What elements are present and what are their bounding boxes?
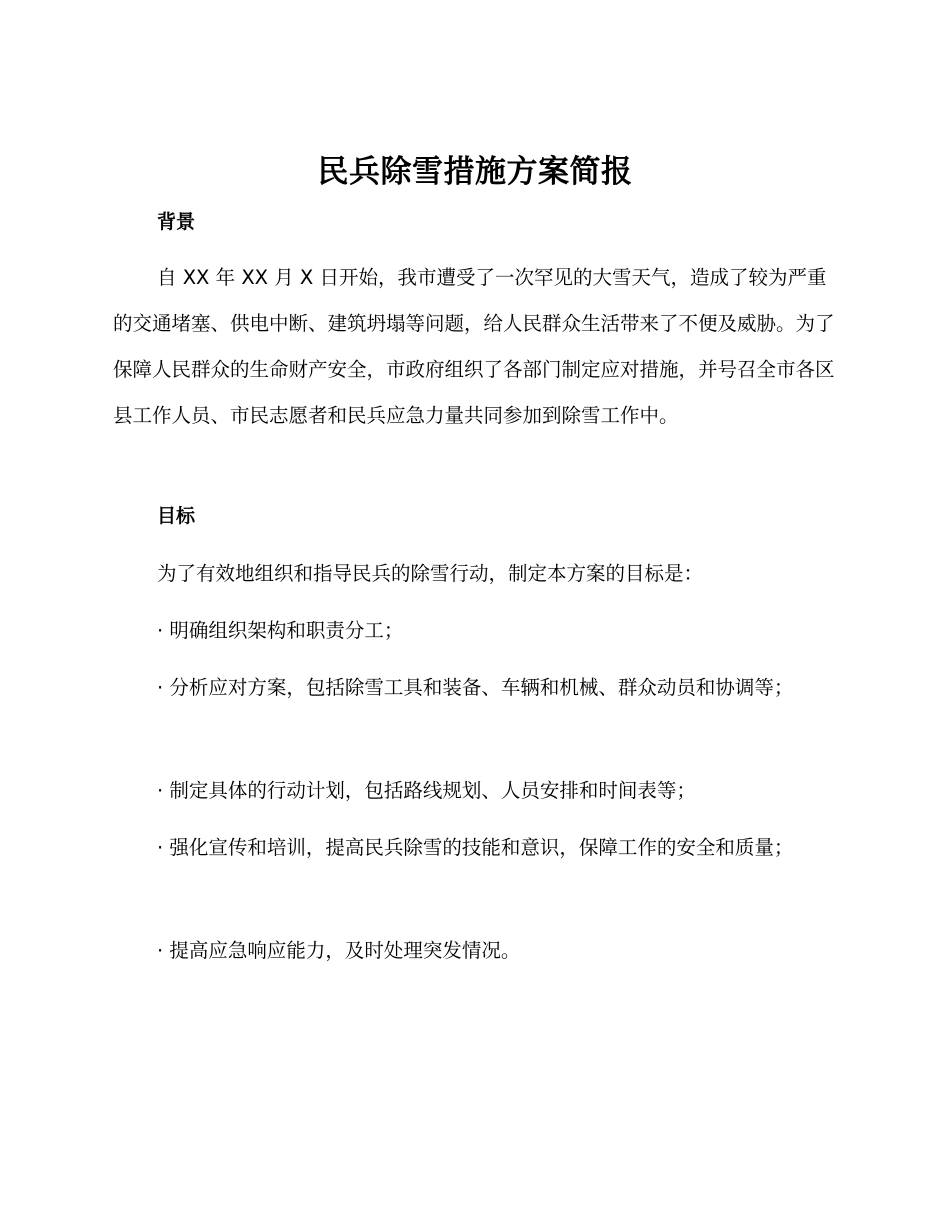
document-title: 民兵除雪措施方案简报 bbox=[317, 154, 633, 190]
goal-item: · 分析应对方案，包括除雪工具和装备、车辆和机械、群众动员和协调等； bbox=[157, 676, 794, 699]
goals-intro-paragraph: 为了有效地组织和指导民兵的除雪行动，制定本方案的目标是： bbox=[157, 562, 704, 585]
goal-item: · 提高应急响应能力，及时处理突发情况。 bbox=[157, 939, 521, 962]
section-heading-goals: 目标 bbox=[157, 505, 196, 527]
background-paragraph: 自 XX 年 XX 月 X 日开始，我市遭受了一次罕见的大雪天气，造成了较为严重的交通堵塞、供电中断、建筑坍塌等问题，给人民群众生活带来了不便及威胁。为了保障人民群众的生命财产安全，市政府组织了各部门制定应对措施，并号召全市各区县工作人员、市民志愿者和民兵应急力量共同参加到除雪工作中。 bbox=[113, 266, 835, 427]
goal-item: · 强化宣传和培训，提高民兵除雪的技能和意识，保障工作的安全和质量； bbox=[157, 836, 794, 859]
section-heading-background: 背景 bbox=[157, 211, 196, 233]
goal-item: · 制定具体的行动计划，包括路线规划、人员安排和时间表等； bbox=[157, 779, 696, 802]
goal-item: · 明确组织架构和职责分工； bbox=[157, 619, 404, 642]
